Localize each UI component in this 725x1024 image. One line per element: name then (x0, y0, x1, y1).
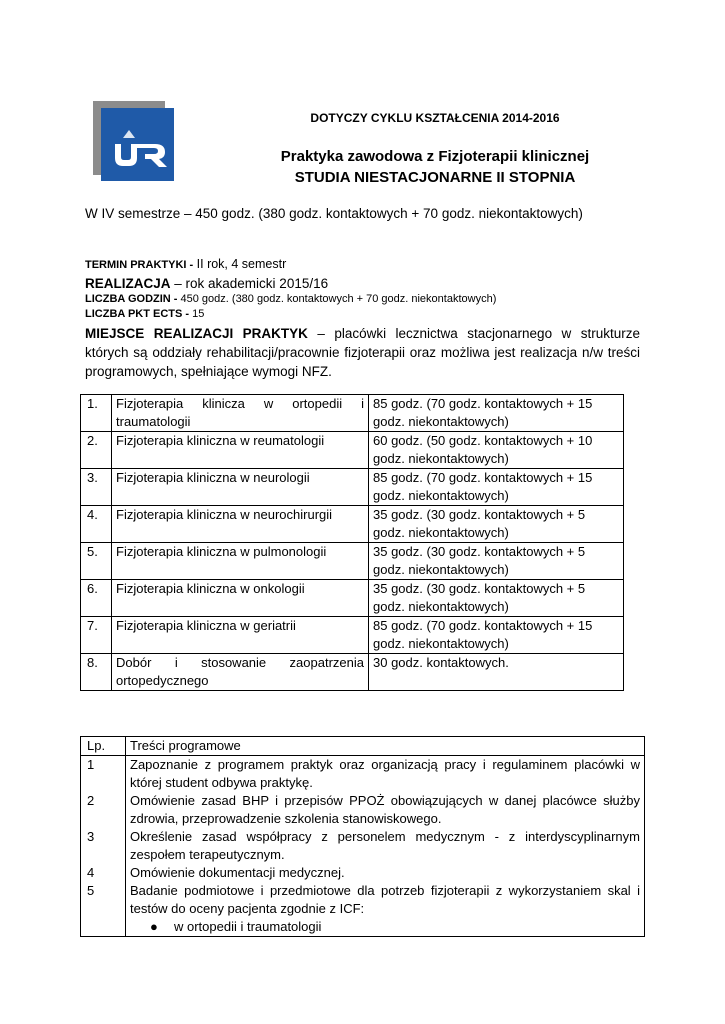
row-number: 4. (81, 506, 112, 543)
ects-value: 15 (189, 308, 205, 320)
table-row (81, 506, 624, 543)
program-table (80, 736, 645, 937)
item-number: 1 (87, 757, 95, 772)
row-number: 2. (81, 432, 112, 469)
title-line-2: STUDIA NIESTACJONARNE II STOPNIA (294, 169, 576, 186)
list-item: Określenie zasad współpracy z personelem medycznym - z interdyscyplinarnym zespołem terapeutycznym. (130, 829, 640, 862)
row-number: 5. (81, 543, 112, 580)
row-number: 8. (81, 654, 112, 691)
cycle-heading: DOTYCZY CYKLU KSZTAŁCENIA 2014-2016 (310, 111, 560, 125)
page-title (200, 146, 670, 188)
header-lp: Lp. (81, 737, 126, 756)
table-row (81, 543, 624, 580)
row-hours: 30 godz. kontaktowych. (369, 654, 624, 691)
table-row (81, 395, 624, 432)
godzin-line (85, 293, 640, 305)
list-item: Omówienie zasad BHP i przepisów PPOŻ obowiązujących w danej placówce służby zdrowia, przeprowadzenie szkolenia stanowiskowego. (130, 793, 640, 826)
university-logo (93, 101, 174, 181)
realizacja-label: REALIZACJA (85, 276, 171, 291)
row-hours: 85 godz. (70 godz. kontaktowych + 15 godz. niekontaktowych) (369, 617, 624, 654)
row-hours: 35 godz. (30 godz. kontaktowych + 5 godz. niekontaktowych) (369, 506, 624, 543)
row-hours: 35 godz. (30 godz. kontaktowych + 5 godz. niekontaktowych) (369, 543, 624, 580)
header-content: Treści programowe (126, 737, 645, 756)
termin-value: II rok, 4 semestr (193, 257, 287, 271)
item-contents (126, 756, 645, 937)
list-item: Omówienie dokumentacji medycznej. (130, 865, 345, 880)
miejsce-value: – placówki lecznictwa stacjonarnego w strukturze których są oddziały rehabilitacji/pracownie fizjoterapii oraz możliwa jest realizacja n/w treści programowych, spełniające wymogi NFZ. (85, 326, 640, 379)
row-name: Fizjoterapia kliniczna w pulmonologii (112, 543, 369, 580)
row-number: 1. (81, 395, 112, 432)
row-number: 3. (81, 469, 112, 506)
table-row (81, 580, 624, 617)
item-number: 4 (87, 865, 95, 880)
item-numbers (81, 756, 126, 937)
termin-line (85, 257, 640, 271)
godzin-label: LICZBA GODZIN - (85, 293, 178, 305)
table-row (81, 654, 624, 691)
semester-line: W IV semestrze – 450 godz. (380 godz. kontaktowych + 70 godz. niekontaktowych) (85, 206, 583, 221)
miejsce-line (85, 324, 640, 381)
table-row (81, 469, 624, 506)
table-row (81, 756, 645, 937)
hours-table (80, 394, 624, 691)
row-name: Fizjoterapia kliniczna w reumatologii (112, 432, 369, 469)
termin-label: TERMIN PRAKTYKI - (85, 259, 194, 271)
item-number: 5 (87, 883, 95, 898)
miejsce-label: MIEJSCE REALIZACJI PRAKTYK (85, 326, 308, 341)
row-hours: 60 godz. (50 godz. kontaktowych + 10 godz. niekontaktowych) (369, 432, 624, 469)
bullet-text: w ortopedii i traumatologii (174, 919, 322, 934)
bullet-icon: ● (150, 919, 158, 934)
table-row (81, 617, 624, 654)
item-number: 3 (87, 829, 95, 844)
list-item: Badanie podmiotowe i przedmiotowe dla potrzeb fizjoterapii z wykorzystaniem skal i testów do oceny pacjenta zgodnie z ICF: (130, 883, 640, 916)
bullet-item (130, 918, 640, 936)
row-name: Fizjoterapia kliniczna w geriatrii (112, 617, 369, 654)
row-number: 7. (81, 617, 112, 654)
row-name: Fizjoterapia kliniczna w neurochirurgii (112, 506, 369, 543)
title-line-1: Praktyka zawodowa z Fizjoterapii klinicznej (280, 148, 590, 165)
row-name: Fizjoterapia kliniczna w neurologii (112, 469, 369, 506)
item-number: 2 (87, 793, 95, 808)
table-header-row (81, 737, 645, 756)
row-hours: 35 godz. (30 godz. kontaktowych + 5 godz. niekontaktowych) (369, 580, 624, 617)
list-item: Zapoznanie z programem praktyk oraz organizacją pracy i regulaminem placówki w której student odbywa praktykę. (130, 757, 640, 790)
ur-logo-icon (101, 108, 174, 181)
ects-line (85, 308, 640, 320)
row-hours: 85 godz. (70 godz. kontaktowych + 15 godz. niekontaktowych) (369, 395, 624, 432)
row-name: Dobór i stosowanie zaopatrzenia ortopedycznego (112, 654, 369, 691)
row-name: Fizjoterapia kliniczna w onkologii (112, 580, 369, 617)
row-name: Fizjoterapia klinicza w ortopedii i traumatologii (112, 395, 369, 432)
realizacja-line (85, 276, 640, 291)
realizacja-value: – rok akademicki 2015/16 (170, 276, 329, 291)
row-number: 6. (81, 580, 112, 617)
row-hours: 85 godz. (70 godz. kontaktowych + 15 godz. niekontaktowych) (369, 469, 624, 506)
godzin-value: 450 godz. (380 godz. kontaktowych + 70 godz. niekontaktowych) (177, 293, 497, 305)
ects-label: LICZBA PKT ECTS - (85, 308, 190, 320)
table-row (81, 432, 624, 469)
